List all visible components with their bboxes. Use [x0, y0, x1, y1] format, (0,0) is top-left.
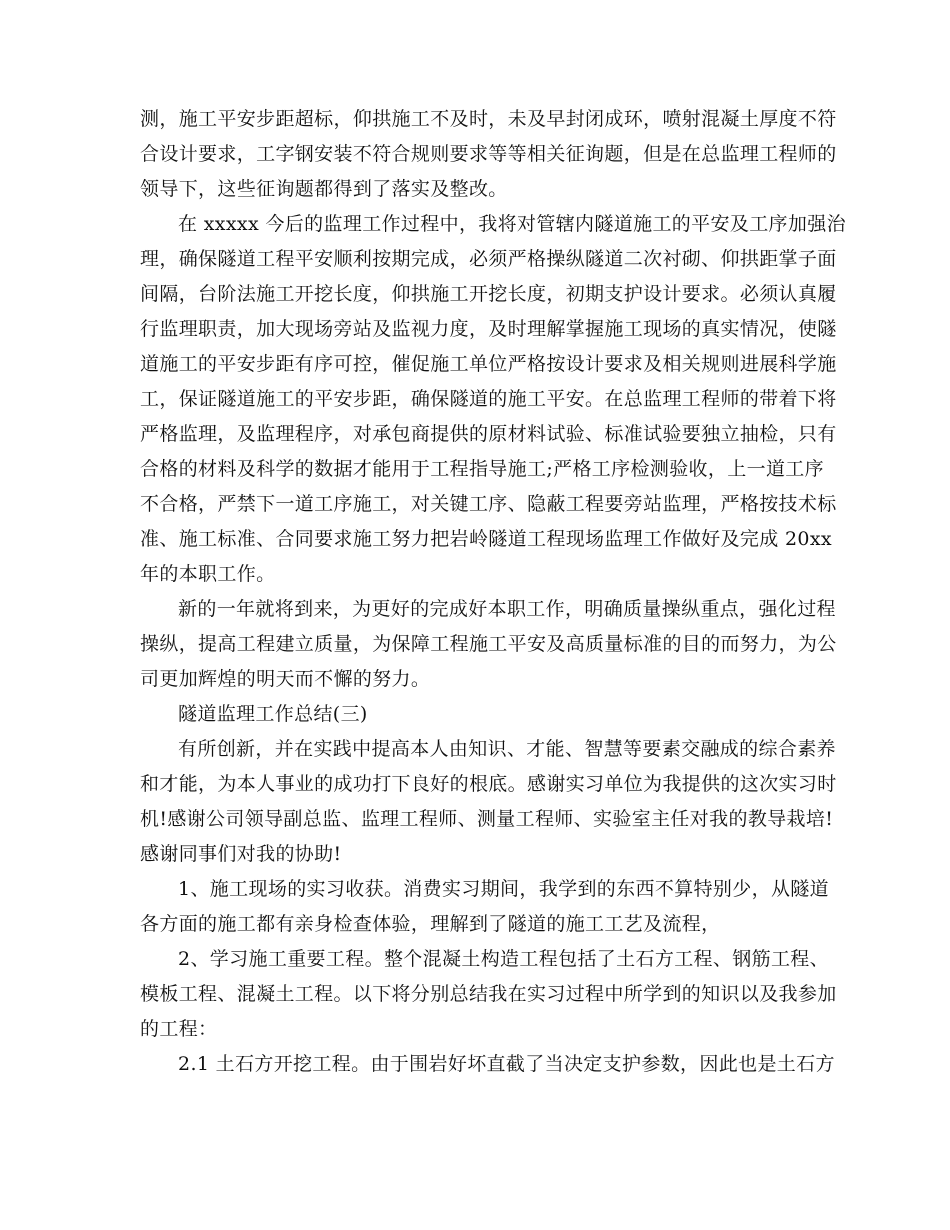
section-heading: 隧道监理工作总结(三)	[178, 703, 368, 725]
text-line-21: 机!感谢公司领导副总监、监理工程师、测量工程师、实验室主任对我的教导栽培!	[140, 808, 834, 830]
text-line-23: 1、施工现场的实习收获。消费实习期间，我学到的东西不算特别少，从隧道	[178, 878, 829, 900]
text-line-14: 年的本职工作。	[140, 563, 276, 585]
text-line-19: 有所创新，并在实践中提高本人由知识、才能、智慧等要素交融成的综合素养	[178, 738, 836, 760]
text-line-13: 准、施工标准、合同要求施工努力把岩岭隧道工程现场监理工作做好及完成 20xx	[140, 528, 832, 550]
text-line-28: 2.1 土石方开挖工程。由于围岩好坏直截了当决定支护参数，因此也是土石方	[178, 1053, 835, 1075]
text-line-17: 司更加辉煌的明天而不懈的努力。	[140, 668, 431, 690]
text-line-3: 领导下，这些征询题都得到了落实及整改。	[140, 178, 508, 200]
text-line-22: 感谢同事们对我的协助!	[140, 843, 342, 865]
text-line-15: 新的一年就将到来，为更好的完成好本职工作，明确质量操纵重点，强化过程	[178, 598, 836, 620]
text-line-11: 合格的材料及科学的数据才能用于工程指导施工;严格工序检测验收，上一道工序	[140, 458, 825, 480]
text-line-25: 2、学习施工重要工程。整个混凝土构造工程包括了土石方工程、钢筋工程、	[178, 948, 829, 970]
text-line-20: 和才能，为本人事业的成功打下良好的根底。感谢实习单位为我提供的这次实习时	[140, 773, 837, 795]
text-line-26: 模板工程、混凝土工程。以下将分别总结我在实习过程中所学到的知识以及我参加	[140, 983, 837, 1005]
text-line-12: 不合格，严禁下一道工序施工，对关键工序、隐蔽工程要旁站监理，严格按技术标	[140, 493, 837, 515]
text-line-5: 理，确保隧道工程平安顺利按期完成，必须严格操纵隧道二次衬砌、仰拱距掌子面	[140, 248, 837, 270]
text-line-4: 在 xxxxx 今后的监理工作过程中，我将对管辖内隧道施工的平安及工序加强治	[178, 213, 846, 235]
text-line-1: 测，施工平安步距超标，仰拱施工不及时，未及早封闭成环，喷射混凝土厚度不符	[140, 108, 837, 130]
text-line-8: 道施工的平安步距有序可控，催促施工单位严格按设计要求及相关规则进展科学施	[140, 353, 837, 375]
text-line-27: 的工程：	[140, 1018, 218, 1040]
text-line-9: 工，保证隧道施工的平安步距，确保隧道的施工平安。在总监理工程师的带着下将	[140, 388, 837, 410]
text-line-10: 严格监理，及监理程序，对承包商提供的原材料试验、标准试验要独立抽检，只有	[140, 423, 837, 445]
text-line-16: 操纵，提高工程建立质量，为保障工程施工平安及高质量标准的目的而努力，为公	[140, 633, 837, 655]
text-line-2: 合设计要求，工字钢安装不符合规则要求等等相关征询题，但是在总监理工程师的	[140, 143, 837, 165]
text-line-6: 间隔，台阶法施工开挖长度，仰拱施工开挖长度，初期支护设计要求。必须认真履	[140, 283, 837, 305]
text-line-7: 行监理职责，加大现场旁站及监视力度，及时理解掌握施工现场的真实情况，使隧	[140, 318, 837, 340]
text-line-24: 各方面的施工都有亲身检查体验，理解到了隧道的施工工艺及流程，	[140, 913, 721, 935]
